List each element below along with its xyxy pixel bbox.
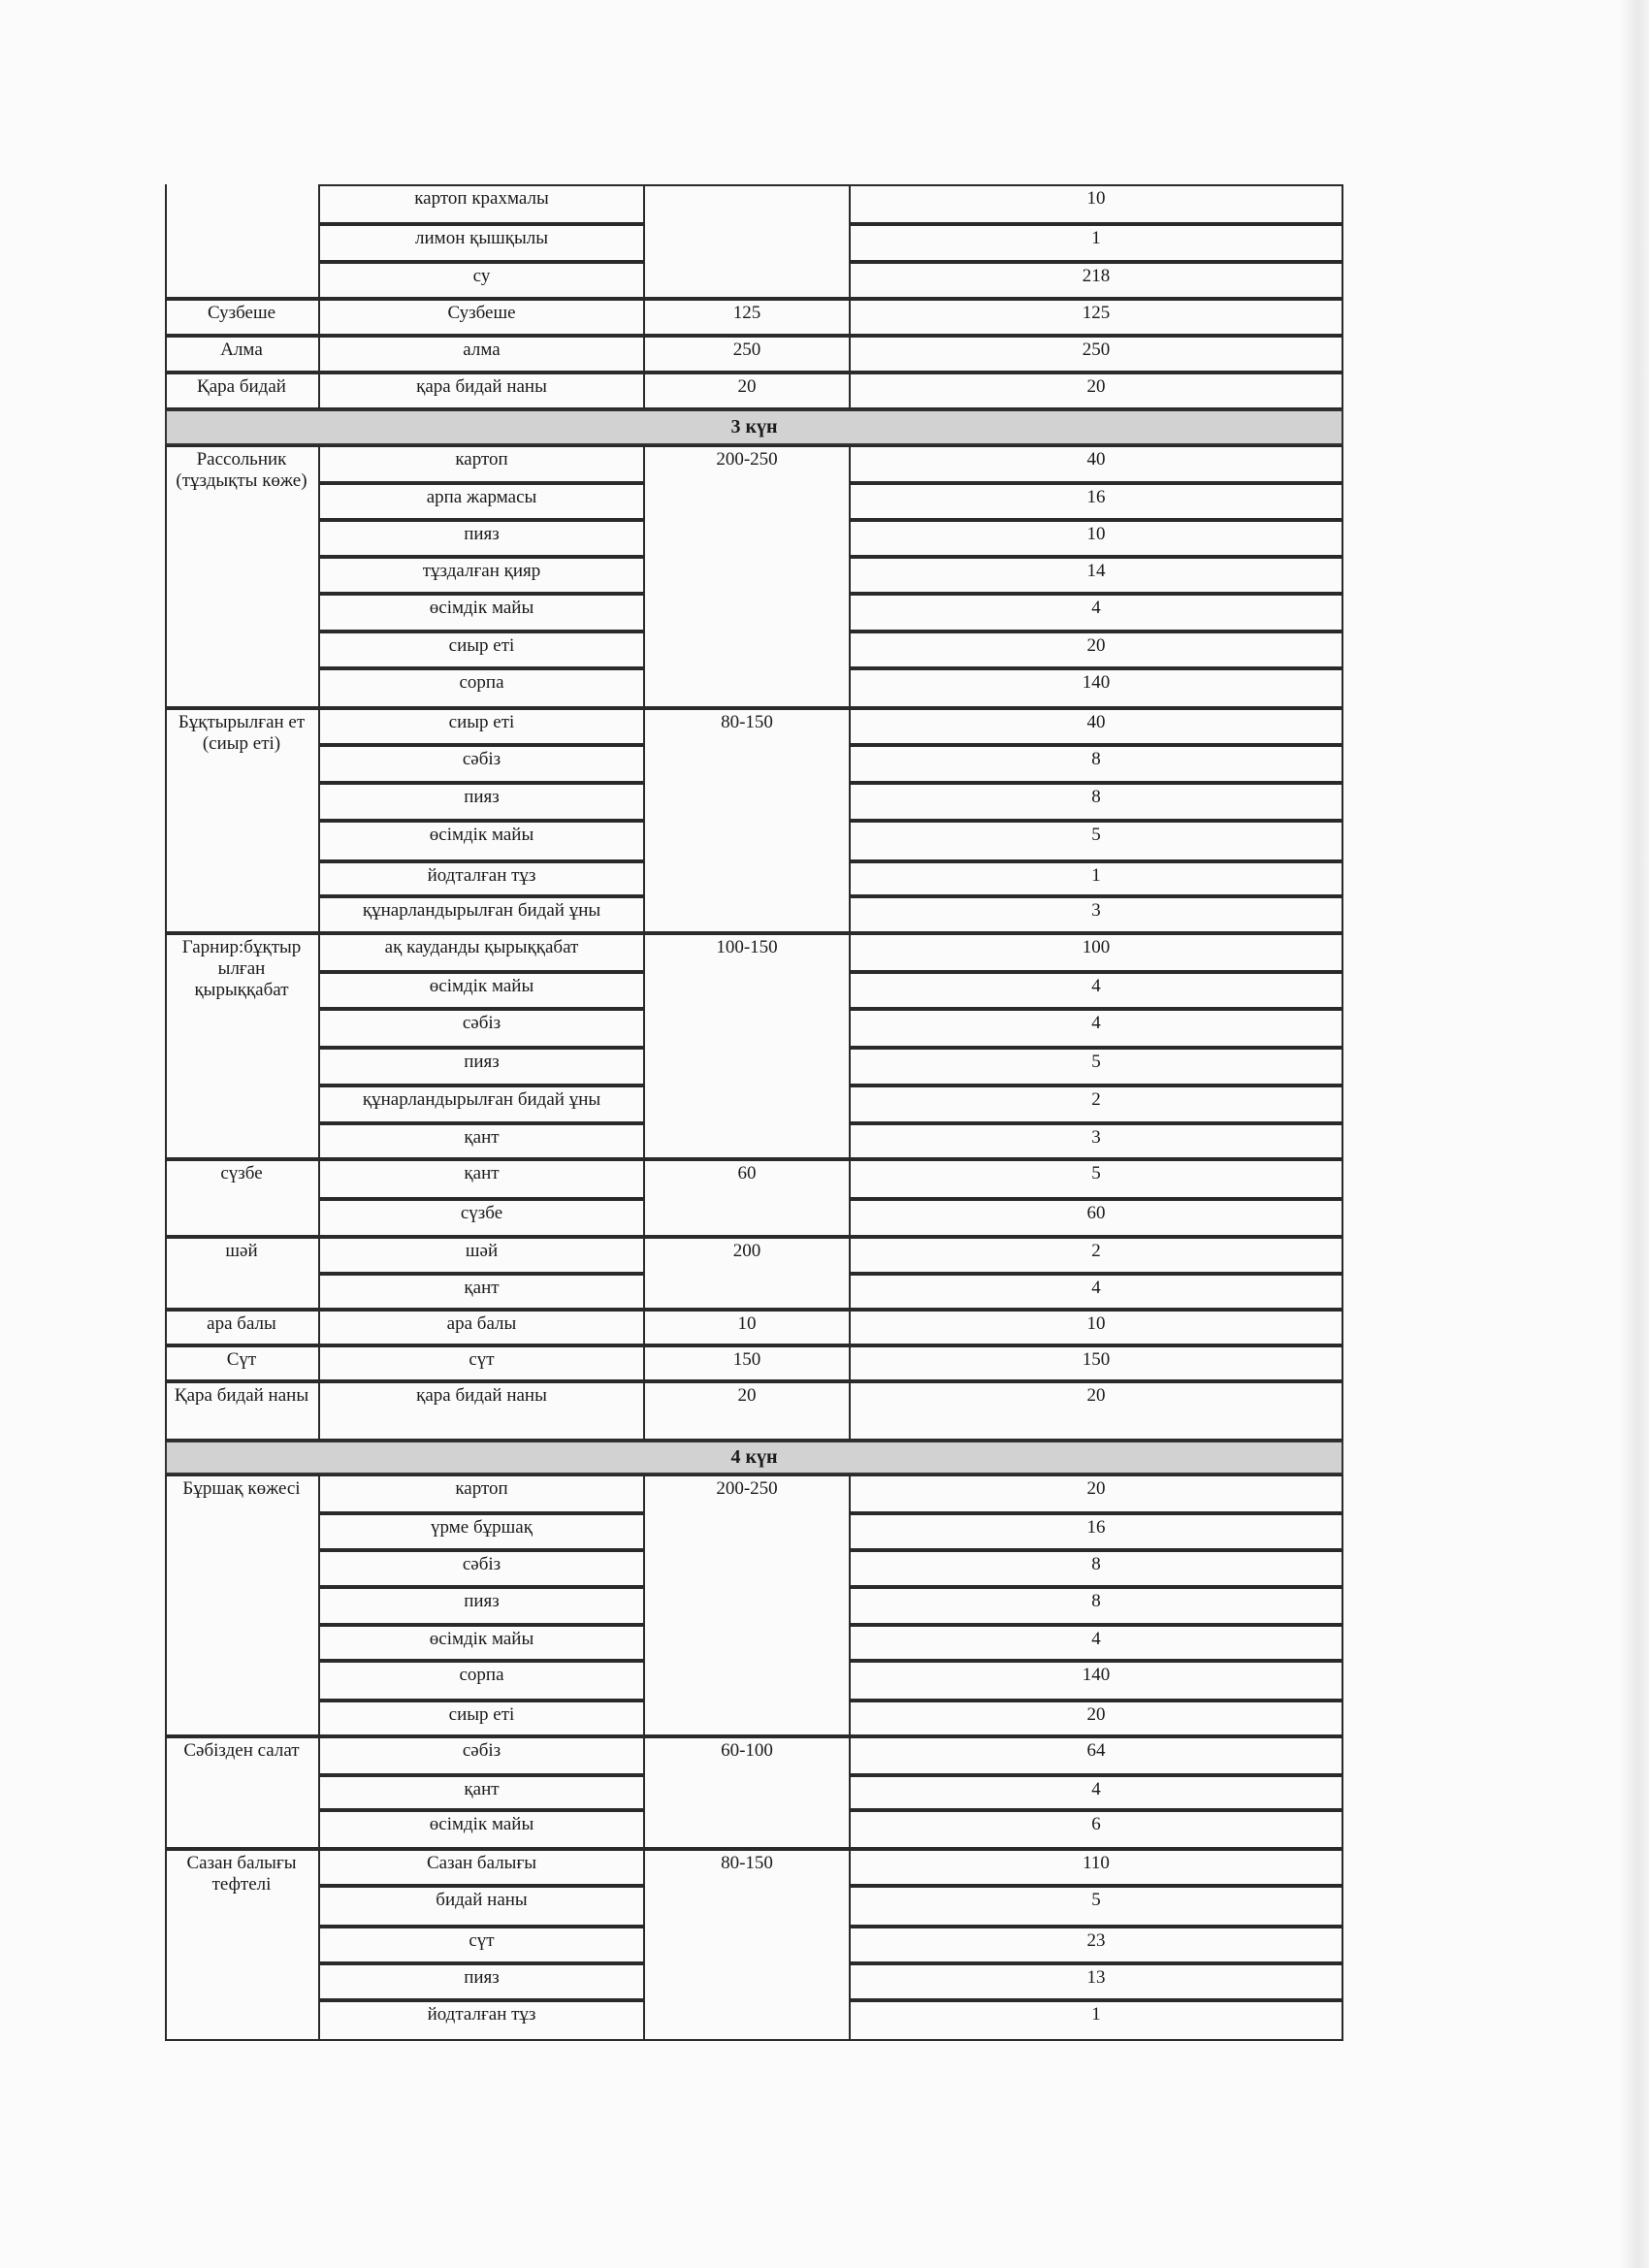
ingredient-amount: 64 — [1086, 1740, 1106, 1761]
ingredient-name: сорпа — [459, 1665, 504, 1685]
ingredient-amount: 140 — [1082, 672, 1111, 693]
ingredient-amount: 40 — [1086, 712, 1106, 732]
ingredient-amount: 10 — [1086, 188, 1106, 209]
dish-name — [167, 184, 316, 299]
ingredient-name: қант — [464, 1278, 500, 1298]
ingredient-name: алма — [463, 340, 501, 360]
ingredient-name: сиыр еті — [448, 712, 515, 732]
ingredient-amount: 13 — [1086, 1967, 1106, 1988]
ingredient-amount: 125 — [1082, 303, 1111, 323]
ingredient-amount: 100 — [1082, 937, 1111, 957]
portion-size: 200-250 — [716, 1478, 778, 1499]
ingredient-name: су — [472, 266, 491, 286]
ingredient-amount: 4 — [1091, 598, 1101, 618]
ingredient-name: картоп — [455, 449, 508, 470]
ingredient-amount: 1 — [1091, 228, 1101, 248]
portion-size: 200 — [732, 1241, 761, 1261]
ingredient-amount: 3 — [1091, 900, 1101, 921]
portion-size: 80-150 — [721, 1853, 773, 1873]
ingredient-name: қант — [464, 1163, 500, 1183]
portion-size: 10 — [737, 1313, 757, 1334]
ingredient-name: Сазан балығы — [426, 1853, 537, 1873]
ingredient-amount: 20 — [1086, 1478, 1106, 1499]
ingredient-amount: 20 — [1086, 1704, 1106, 1725]
day-header: 4 күн — [165, 1441, 1343, 1474]
dish-name: шәй — [225, 1241, 258, 1261]
ingredient-amount: 5 — [1091, 1052, 1101, 1072]
ingredient-name: пияз — [464, 1052, 500, 1072]
scan-edge-shadow — [1620, 0, 1649, 2268]
ingredient-amount: 5 — [1091, 1163, 1101, 1183]
ingredient-name: йодталған тұз — [427, 2004, 536, 2025]
ingredient-name: бидай наны — [436, 1890, 528, 1910]
ingredient-name: тұздалған қияр — [422, 561, 541, 581]
dish-name: Бұқтырылған ет (сиыр еті) — [178, 712, 306, 754]
ingredient-amount: 10 — [1086, 524, 1106, 544]
ingredient-amount: 4 — [1091, 1629, 1101, 1649]
ingredient-name: қара бидай наны — [416, 376, 547, 397]
portion-size: 60-100 — [721, 1740, 773, 1761]
ingredient-amount: 4 — [1091, 976, 1101, 996]
ingredient-name: сиыр еті — [448, 1704, 515, 1725]
ingredient-amount: 110 — [1083, 1853, 1110, 1873]
ingredient-amount: 150 — [1082, 1349, 1111, 1370]
ingredient-name: үрме бұршақ — [431, 1517, 533, 1538]
ingredient-amount: 3 — [1091, 1127, 1101, 1148]
portion-size: 20 — [737, 376, 757, 397]
portion-size — [645, 184, 849, 299]
ingredient-amount: 218 — [1082, 266, 1111, 286]
ingredient-amount: 5 — [1091, 1890, 1101, 1910]
ingredient-amount: 8 — [1091, 1591, 1101, 1611]
portion-size: 125 — [732, 303, 761, 323]
portion-size: 80-150 — [721, 712, 773, 732]
ingredient-amount: 8 — [1091, 1554, 1101, 1574]
ingredient-name: сәбіз — [462, 749, 501, 769]
ingredient-name: сүт — [469, 1349, 495, 1370]
dish-name: сүзбе — [220, 1163, 263, 1183]
ingredient-amount: 8 — [1091, 787, 1101, 807]
ingredient-name: өсімдік майы — [429, 1814, 534, 1834]
ingredient-name: қара бидай наны — [416, 1385, 547, 1406]
ingredient-amount: 14 — [1086, 561, 1106, 581]
ingredient-name: өсімдік майы — [429, 976, 534, 996]
ingredient-name: сиыр еті — [448, 635, 515, 656]
ingredient-amount: 250 — [1082, 340, 1111, 360]
ingredient-amount: 4 — [1091, 1779, 1101, 1799]
ingredient-name: қант — [464, 1779, 500, 1799]
dish-name: Қара бидай наны — [174, 1385, 309, 1406]
dish-name: Рассольник (тұздықты көже) — [176, 449, 307, 491]
ingredient-amount: 5 — [1091, 825, 1101, 845]
portion-size: 200-250 — [716, 449, 778, 470]
ingredient-amount: 140 — [1082, 1665, 1111, 1685]
ingredient-amount: 16 — [1086, 487, 1106, 507]
ingredient-amount: 20 — [1086, 1385, 1106, 1406]
ingredient-name: өсімдік майы — [429, 825, 534, 845]
ingredient-name: сорпа — [459, 672, 504, 693]
portion-size: 60 — [737, 1163, 757, 1183]
ingredient-name: пияз — [464, 524, 500, 544]
ingredient-amount: 60 — [1086, 1203, 1106, 1223]
ingredient-amount: 6 — [1091, 1814, 1101, 1834]
portion-size: 150 — [732, 1349, 761, 1370]
portion-size: 100-150 — [716, 937, 778, 957]
ingredient-name: шәй — [465, 1241, 499, 1261]
ingredient-name: лимон қышқылы — [415, 228, 548, 248]
ingredient-name: қант — [464, 1127, 500, 1148]
ingredient-name: құнарландырылған бидай ұны — [362, 900, 601, 921]
ingredient-amount: 4 — [1091, 1278, 1101, 1298]
ingredient-amount: 2 — [1091, 1089, 1101, 1110]
dish-name: Сузбеше — [207, 303, 276, 323]
ingredient-name: ақ кауданды қырыққабат — [384, 937, 579, 957]
ingredient-name: пияз — [464, 1591, 500, 1611]
ingredient-name: өсімдік майы — [429, 1629, 534, 1649]
dish-name: Сәбізден салат — [183, 1740, 300, 1761]
ingredient-amount: 16 — [1086, 1517, 1106, 1538]
ingredient-name: картоп крахмалы — [414, 188, 549, 209]
day-header: 3 күн — [165, 409, 1343, 445]
ingredient-name: картоп — [455, 1478, 508, 1499]
ingredient-name: Сузбеше — [447, 303, 516, 323]
ingredient-name: құнарландырылған бидай ұны — [362, 1089, 601, 1110]
ingredient-amount: 10 — [1086, 1313, 1106, 1334]
ingredient-amount: 20 — [1086, 635, 1106, 656]
ingredient-amount: 8 — [1091, 749, 1101, 769]
ingredient-amount: 20 — [1086, 376, 1106, 397]
ingredient-amount: 1 — [1091, 2004, 1101, 2025]
ingredient-name: ара балы — [446, 1313, 517, 1334]
ingredient-name: сүт — [469, 1930, 495, 1951]
portion-size: 20 — [737, 1385, 757, 1406]
ingredient-name: пияз — [464, 787, 500, 807]
ingredient-amount: 23 — [1086, 1930, 1106, 1951]
ingredient-name: сәбіз — [462, 1013, 501, 1033]
dish-name: Қара бидай — [197, 376, 286, 397]
ingredient-name: сәбіз — [462, 1740, 501, 1761]
ingredient-name: сүзбе — [460, 1203, 503, 1223]
ingredient-amount: 2 — [1091, 1241, 1101, 1261]
ingredient-amount: 4 — [1091, 1013, 1101, 1033]
dish-name: Бұршақ көжесі — [182, 1478, 301, 1499]
portion-size: 250 — [732, 340, 761, 360]
dish-name: ара балы — [207, 1313, 276, 1334]
ingredient-name: йодталған тұз — [427, 865, 536, 886]
ingredient-name: сәбіз — [462, 1554, 501, 1574]
dish-name: Сүт — [226, 1349, 257, 1370]
ingredient-name: пияз — [464, 1967, 500, 1988]
ingredient-amount: 40 — [1086, 449, 1106, 470]
ingredient-amount: 1 — [1091, 865, 1101, 886]
ingredient-name: өсімдік майы — [429, 598, 534, 618]
ingredient-name: арпа жармасы — [426, 487, 537, 507]
dish-name: Алма — [220, 340, 263, 360]
dish-name: Сазан балығы тефтелі — [186, 1853, 297, 1895]
dish-name: Гарнир:бұқтыр ылған қырыққабат — [181, 937, 302, 1000]
